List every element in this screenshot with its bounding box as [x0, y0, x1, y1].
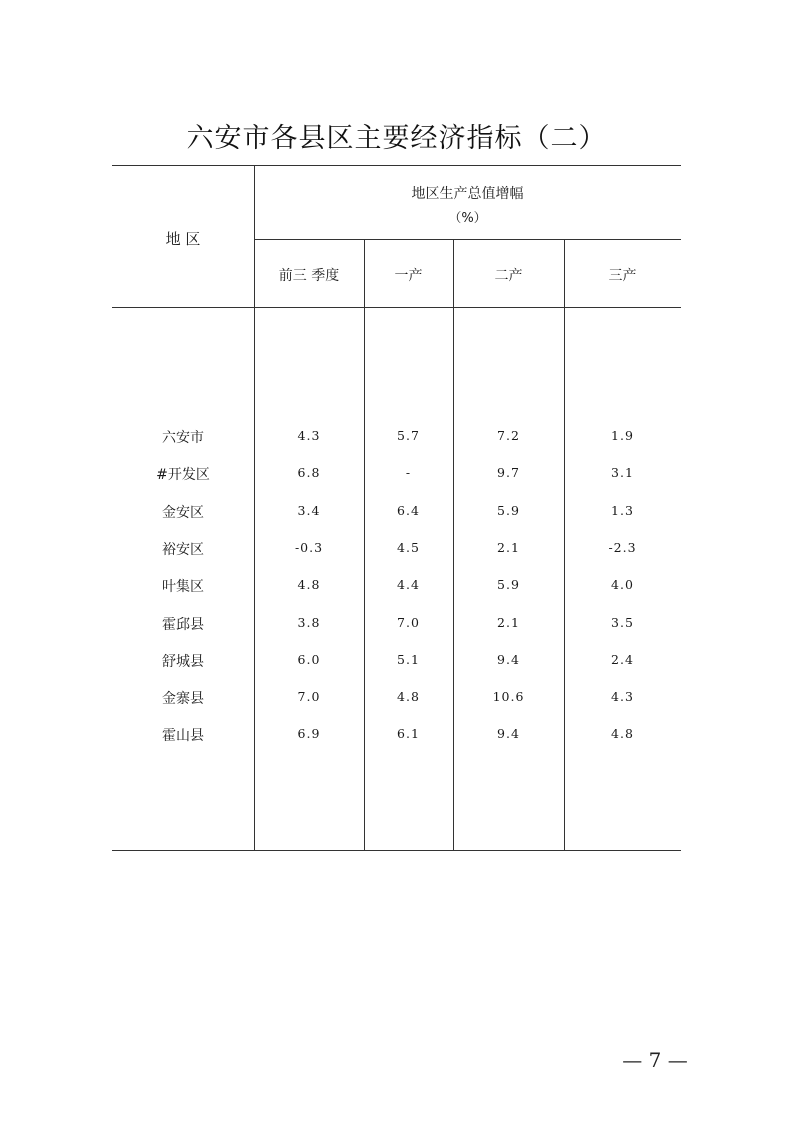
table-cell: 5.7: [397, 428, 420, 443]
row-region-label: 舒城县: [162, 654, 204, 670]
table-cell: 1.3: [611, 503, 634, 518]
table-cell: 2.1: [497, 615, 520, 630]
table-cell: 7.0: [297, 689, 321, 704]
table-cell: 3.5: [611, 615, 634, 630]
row-region-label: 六安市: [162, 430, 204, 446]
gdp-growth-group-header: 地区生产总值增幅: [411, 186, 524, 202]
page-title: 六安市各县区主要经济指标（二）: [186, 123, 607, 154]
table-cell: 4.8: [297, 577, 321, 592]
region-column-header: 地 区: [165, 230, 201, 248]
table-cell: -: [405, 465, 412, 480]
table-cell: 3.1: [611, 465, 634, 480]
column-header-secondary: 二产: [494, 268, 523, 284]
table-cell: 4.3: [297, 428, 321, 443]
page-number: — 7 —: [622, 1048, 688, 1072]
table-top-rule: [112, 165, 681, 166]
row-region-label: 裕安区: [162, 542, 204, 558]
table-cell: 5.9: [497, 577, 520, 592]
row-region-label: 霍邱县: [162, 617, 204, 633]
column-header-primary: 一产: [394, 268, 423, 284]
row-region-label: 霍山县: [162, 728, 204, 744]
table-cell: 4.4: [397, 577, 420, 592]
table-cell: 6.0: [297, 652, 321, 667]
table-bottom-rule: [112, 850, 681, 851]
row-region-label: 金安区: [162, 505, 204, 521]
table-cell: 5.1: [397, 652, 420, 667]
table-cell: 4.8: [611, 726, 634, 741]
table-cell: 6.1: [397, 726, 420, 741]
table-cell: -2.3: [608, 540, 637, 555]
table-cell: 5.9: [497, 503, 520, 518]
table-cell: -0.3: [294, 540, 324, 555]
group-header-rule: [254, 239, 681, 240]
table-cell: 2.1: [497, 540, 520, 555]
table-cell: 7.2: [497, 428, 520, 443]
table-cell: 9.7: [497, 465, 520, 480]
table-cell: 4.5: [397, 540, 420, 555]
table-cell: 4.3: [611, 689, 634, 704]
table-cell: 6.8: [297, 465, 321, 480]
column-header-q1-q3: 前三 季度: [278, 268, 340, 284]
table-cell: 2.4: [611, 652, 634, 667]
table-cell: 3.8: [297, 615, 321, 630]
table-cell: 3.4: [297, 503, 321, 518]
table-cell: 7.0: [397, 615, 420, 630]
column-header-tertiary: 三产: [608, 268, 637, 284]
table-cell: 9.4: [497, 652, 520, 667]
row-region-label: #开发区: [156, 467, 210, 483]
header-bottom-rule: [112, 307, 681, 308]
row-region-label: 金寨县: [162, 691, 204, 707]
table-cell: 10.6: [492, 689, 525, 704]
table-cell: 6.9: [297, 726, 321, 741]
table-cell: 1.9: [611, 428, 634, 443]
table-cell: 9.4: [497, 726, 520, 741]
row-region-label: 叶集区: [162, 579, 204, 595]
table-cell: 6.4: [397, 503, 420, 518]
table-cell: 4.0: [611, 577, 634, 592]
gdp-growth-unit: （%）: [448, 211, 487, 226]
table-cell: 4.8: [397, 689, 420, 704]
